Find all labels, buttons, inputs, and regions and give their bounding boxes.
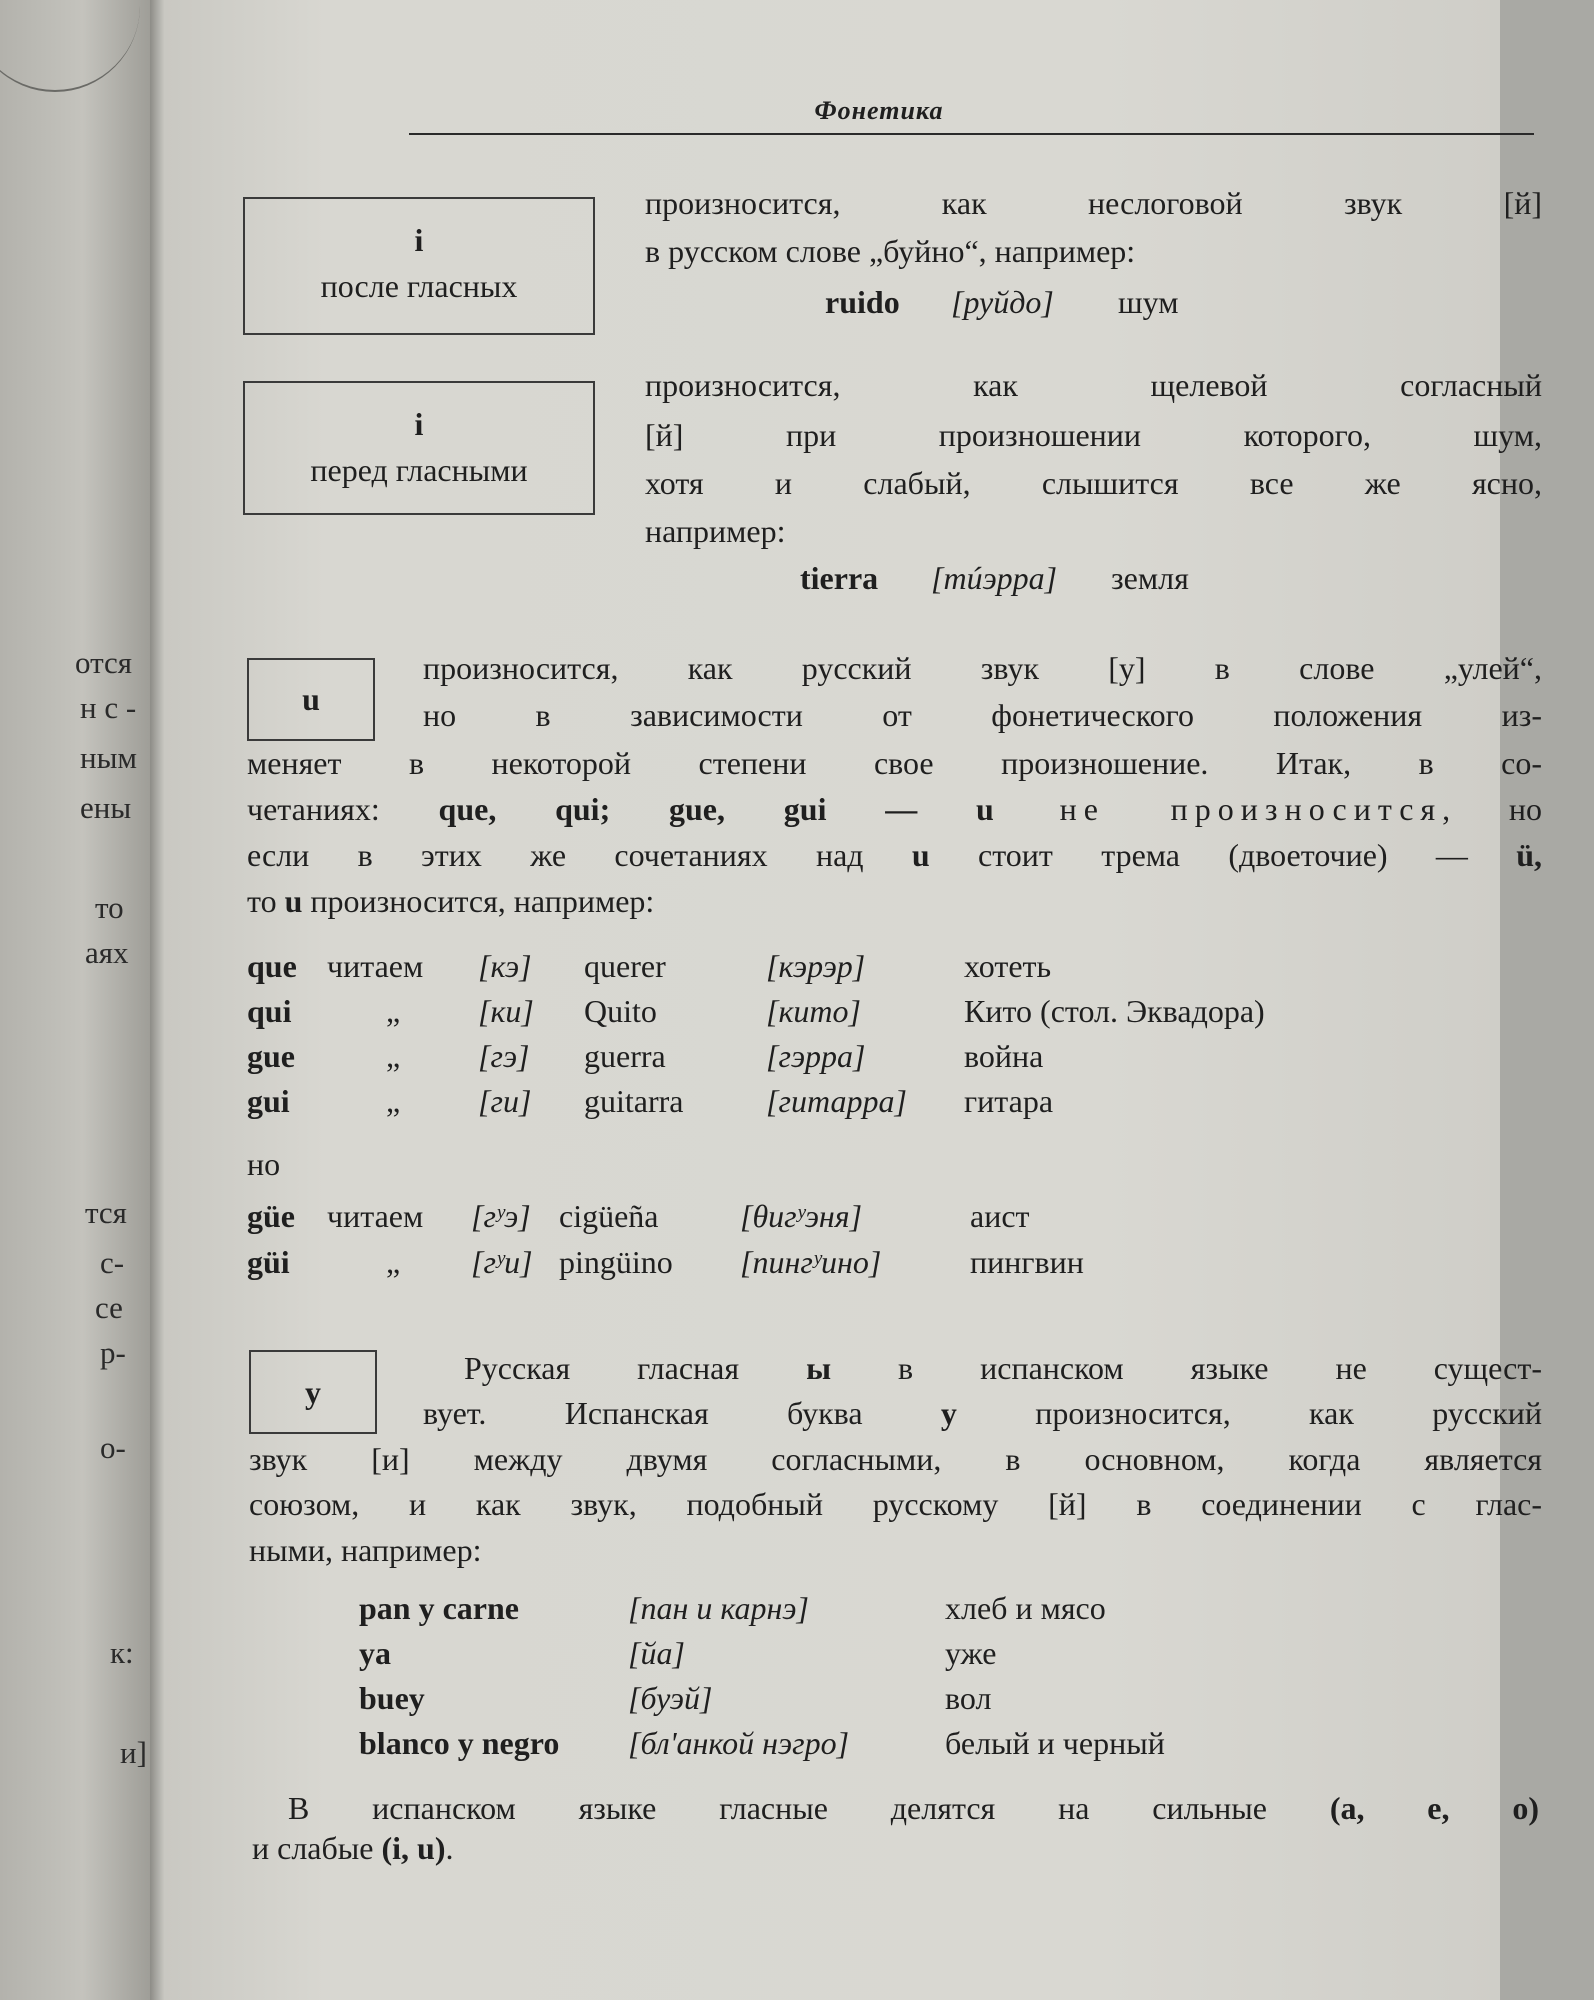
text-segment-bold: ы — [806, 1350, 832, 1386]
text-segment-bold: (i, u) — [381, 1830, 446, 1866]
transcription: [θигʸэня] — [740, 1198, 863, 1234]
text-segment: стоит трема (двоеточие) — — [929, 837, 1517, 873]
translation: аист — [970, 1198, 1030, 1234]
left-fragment: р- — [100, 1335, 126, 1370]
box-label: после гласных — [320, 268, 518, 304]
example-word: buey — [359, 1680, 425, 1716]
text-segment: в испанском языке не сущест- — [831, 1350, 1543, 1386]
sound: [ги] — [478, 1083, 532, 1119]
text-segment-bold: que, qui; gue, gui — u — [438, 791, 994, 827]
rule-text-line — [423, 1390, 1542, 1436]
text-segment-bold: u — [284, 883, 303, 919]
rule-text-line: в русском слове „буйно“, например: — [645, 233, 1136, 269]
example-word: pan y carne — [359, 1590, 519, 1626]
transcription: [кито] — [766, 993, 861, 1029]
transcription: [гэрра] — [766, 1038, 866, 1074]
text-segment: то — [247, 883, 285, 919]
text-segment: . — [445, 1830, 454, 1866]
translation: хотеть — [964, 948, 1052, 984]
example-transcription: [руйдо] — [951, 284, 1054, 320]
sound: [ки] — [478, 993, 534, 1029]
text-segment-spaced: не произносится — [993, 791, 1443, 827]
rule-text-line: союзом, и как звук, подобный русскому [й] в соединении с глас- — [249, 1486, 1542, 1522]
rule-text-line: хотя и слабый, слышится все же ясно, — [645, 465, 1542, 501]
left-fragment: н с - — [80, 690, 137, 725]
text-segment: вует. Испанская буква — [423, 1395, 941, 1431]
reads: „ — [386, 1038, 401, 1074]
left-fragment: с- — [100, 1245, 125, 1280]
example-translation: вол — [945, 1680, 992, 1716]
rule-text-line: например: — [645, 513, 786, 549]
left-fragment: то — [95, 890, 124, 925]
reads: „ — [386, 993, 401, 1029]
example-translation: уже — [945, 1635, 997, 1671]
combo: qui — [247, 993, 292, 1029]
rule-box-i-after-vowels — [243, 197, 595, 335]
word: querer — [584, 948, 666, 984]
example-word: ya — [359, 1635, 391, 1671]
word: cigüeña — [559, 1198, 659, 1234]
reads: читаем — [327, 1198, 424, 1234]
book-gutter — [150, 0, 164, 2000]
combo: gue — [247, 1038, 295, 1074]
box-letter: y — [305, 1374, 321, 1410]
rule-text-line: но в зависимости от фонетического положения из- — [423, 697, 1542, 733]
text-segment: четаниях: — [247, 791, 439, 827]
rule-text-line — [247, 786, 1542, 832]
left-fragment: се — [95, 1290, 123, 1325]
transcription: [гитарра] — [766, 1083, 907, 1119]
example-word: blanco y negro — [359, 1725, 560, 1761]
example-transcription: [йа] — [628, 1635, 685, 1671]
text-segment: если в этих же сочетаниях над — [247, 837, 912, 873]
text-segment: произносится, например: — [302, 883, 655, 919]
text-segment-bold: y — [940, 1395, 957, 1431]
header-rule — [409, 133, 1534, 135]
box-letter: u — [302, 681, 320, 717]
translation: пингвин — [970, 1244, 1084, 1280]
example-transcription: [тúэрра] — [931, 560, 1058, 596]
example-transcription: [пан и карнэ] — [628, 1590, 809, 1626]
book-page — [164, 0, 1543, 2000]
rule-text-line: произносится, как неслоговой звук [й] — [645, 185, 1542, 221]
text-segment: Русская гласная — [464, 1350, 807, 1386]
rule-box-y — [249, 1350, 377, 1434]
reads: „ — [386, 1244, 401, 1280]
rule-text-line: [й] при произношении которого, шум, — [645, 417, 1542, 453]
page-curl — [0, 0, 140, 92]
text-segment: В испанском языке гласные делятся на сильные — [288, 1790, 1330, 1826]
box-letter: i — [414, 222, 424, 258]
left-fragment: отся — [75, 645, 133, 680]
example-word: ruido — [825, 284, 900, 320]
rule-text-line: звук [и] между двумя согласными, в основном, когда является — [249, 1441, 1542, 1477]
left-fragment: аях — [85, 935, 129, 970]
word: pingüino — [559, 1244, 673, 1280]
rule-text-line — [252, 1825, 1539, 1871]
reads: „ — [386, 1083, 401, 1119]
but-word: но — [247, 1146, 281, 1182]
example-word: tierra — [800, 560, 879, 596]
combo: güe — [247, 1198, 295, 1234]
left-fragment: ным — [80, 740, 138, 775]
text-segment-bold: ü, — [1516, 837, 1543, 873]
rule-text-line — [247, 832, 1542, 878]
left-page-edge — [0, 0, 150, 2000]
text-segment: , но — [1442, 791, 1543, 827]
translation: Кито (стол. Эквадора) — [964, 993, 1265, 1029]
left-fragment: тся — [85, 1195, 127, 1230]
page-header: Фонетика — [814, 96, 944, 125]
example-transcription: [буэй] — [628, 1680, 713, 1716]
word: guerra — [584, 1038, 666, 1074]
example-translation: шум — [1118, 284, 1179, 320]
rule-text-line — [247, 878, 1542, 924]
translation: война — [964, 1038, 1044, 1074]
rule-box-u — [247, 658, 375, 741]
text-segment-bold: (a, e, o) — [1329, 1790, 1540, 1826]
combo: gui — [247, 1083, 290, 1119]
text-segment: и слабые — [252, 1830, 382, 1866]
rule-text-line: меняет в некоторой степени свое произношение. Итак, в со- — [247, 745, 1542, 781]
left-fragment: и] — [120, 1735, 147, 1770]
box-label: перед гласными — [310, 452, 528, 488]
sound: [кэ] — [478, 948, 532, 984]
reads: читаем — [327, 948, 424, 984]
sound: [гʸэ] — [471, 1198, 531, 1234]
transcription: [пингʸино] — [740, 1244, 882, 1280]
example-transcription: [бл'анкой нэгро] — [628, 1725, 850, 1761]
left-fragment: ены — [80, 790, 132, 825]
left-fragment: к: — [110, 1635, 134, 1670]
word: Quito — [584, 993, 657, 1029]
rule-text-line — [464, 1345, 1542, 1391]
box-letter: i — [414, 406, 424, 442]
combo: güi — [247, 1244, 290, 1280]
rule-text-line: ными, например: — [249, 1532, 482, 1568]
example-translation: хлеб и мясо — [945, 1590, 1106, 1626]
transcription: [кэрэр] — [766, 948, 866, 984]
sound: [гэ] — [478, 1038, 530, 1074]
example-translation: белый и черный — [945, 1725, 1165, 1761]
translation: гитара — [964, 1083, 1054, 1119]
rule-box-i-before-vowels — [243, 381, 595, 515]
left-fragment: о- — [100, 1430, 126, 1465]
example-translation: земля — [1111, 560, 1189, 596]
rule-text-line: произносится, как щелевой согласный — [645, 367, 1542, 403]
sound: [гʸи] — [471, 1244, 533, 1280]
word: guitarra — [584, 1083, 684, 1119]
text-segment: произносится, как русский — [956, 1395, 1543, 1431]
text-segment-bold: u — [911, 837, 930, 873]
combo: que — [247, 948, 297, 984]
rule-text-line: произносится, как русский звук [у] в слове „улей“, — [423, 650, 1542, 686]
